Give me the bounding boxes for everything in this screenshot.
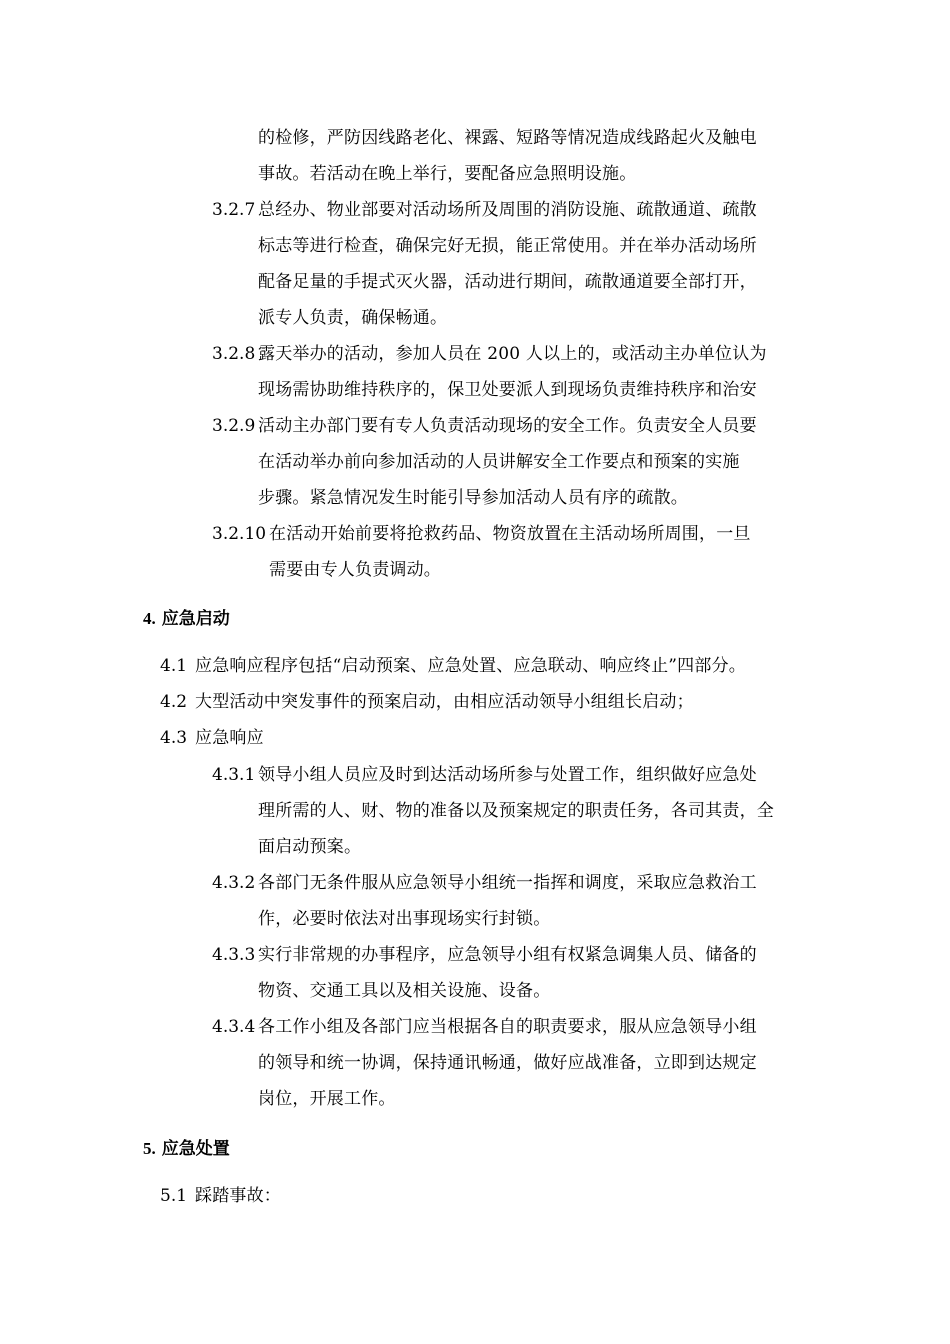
paragraph-line: 应急响应程序包括“启动预案、应急处置、应急联动、响应终止”四部分。 [195, 656, 746, 676]
paragraph-line: 实行非常规的办事程序，应急领导小组有权紧急调集人员、储备的 [258, 945, 757, 965]
paragraph-line: 步骤。紧急情况发生时能引导参加活动人员有序的疏散。 [258, 488, 688, 508]
clause-number: 4.3.3 [212, 945, 256, 965]
paragraph-line: 露天举办的活动，参加人员在 200 人以上的，或活动主办单位认为 [258, 344, 767, 364]
clause-number: 3.2.8 [212, 344, 256, 364]
paragraph-line: 的检修，严防因线路老化、裸露、短路等情况造成线路起火及触电 [258, 128, 757, 148]
paragraph-line: 理所需的人、财、物的准备以及预案规定的职责任务，各司其责，全 [258, 801, 774, 821]
clause-number: 4.2 [160, 692, 188, 712]
section-heading-number: 4. [143, 609, 156, 628]
paragraph-line: 需要由专人负责调动。 [269, 560, 441, 580]
paragraph-line: 标志等进行检查，确保完好无损，能正常使用。并在举办活动场所 [258, 236, 757, 256]
paragraph-line: 领导小组人员应及时到达活动场所参与处置工作，组织做好应急处 [258, 765, 757, 785]
paragraph-line: 物资、交通工具以及相关设施、设备。 [258, 981, 551, 1001]
paragraph-line: 派专人负责，确保畅通。 [258, 308, 448, 328]
clause-number: 5.1 [160, 1186, 188, 1206]
paragraph-line: 踩踏事故： [195, 1186, 281, 1206]
section-heading [143, 607, 230, 631]
paragraph-line: 在活动举办前向参加活动的人员讲解安全工作要点和预案的实施 [258, 452, 740, 472]
paragraph-line: 面启动预案。 [258, 837, 362, 857]
paragraph-line: 大型活动中突发事件的预案启动，由相应活动领导小组组长启动； [195, 692, 694, 712]
paragraph-line: 岗位，开展工作。 [258, 1089, 396, 1109]
clause-number: 4.3.4 [212, 1017, 256, 1037]
clause-number: 3.2.7 [212, 200, 256, 220]
section-heading-title: 应急处置 [161, 1139, 230, 1159]
section-heading-title: 应急启动 [161, 609, 230, 629]
paragraph-line: 配备足量的手提式灭火器，活动进行期间，疏散通道要全部打开， [258, 272, 757, 292]
section-heading [143, 1137, 230, 1161]
paragraph-line: 在活动开始前要将抢救药品、物资放置在主活动场所周围，一旦 [269, 524, 751, 544]
section-heading-number: 5. [143, 1139, 156, 1158]
paragraph-line: 活动主办部门要有专人负责活动现场的安全工作。负责安全人员要 [258, 416, 757, 436]
clause-number: 4.3 [160, 728, 188, 748]
clause-number: 4.3.1 [212, 765, 256, 785]
clause-number: 4.1 [160, 656, 188, 676]
paragraph-line: 作，必要时依法对出事现场实行封锁。 [258, 909, 551, 929]
clause-number: 4.3.2 [212, 873, 256, 893]
paragraph-line: 应急响应 [195, 728, 264, 748]
paragraph-line: 各工作小组及各部门应当根据各自的职责要求，服从应急领导小组 [258, 1017, 757, 1037]
paragraph-line: 总经办、物业部要对活动场所及周围的消防设施、疏散通道、疏散 [258, 200, 757, 220]
paragraph-line: 事故。若活动在晚上举行，要配备应急照明设施。 [258, 164, 637, 184]
paragraph-line: 各部门无条件服从应急领导小组统一指挥和调度，采取应急救治工 [258, 873, 757, 893]
paragraph-line: 的领导和统一协调，保持通讯畅通，做好应战准备，立即到达规定 [258, 1053, 757, 1073]
paragraph-line: 现场需协助维持秩序的，保卫处要派人到现场负责维持秩序和治安 [258, 380, 757, 400]
clause-number: 3.2.10 [212, 524, 267, 544]
clause-number: 3.2.9 [212, 416, 256, 436]
